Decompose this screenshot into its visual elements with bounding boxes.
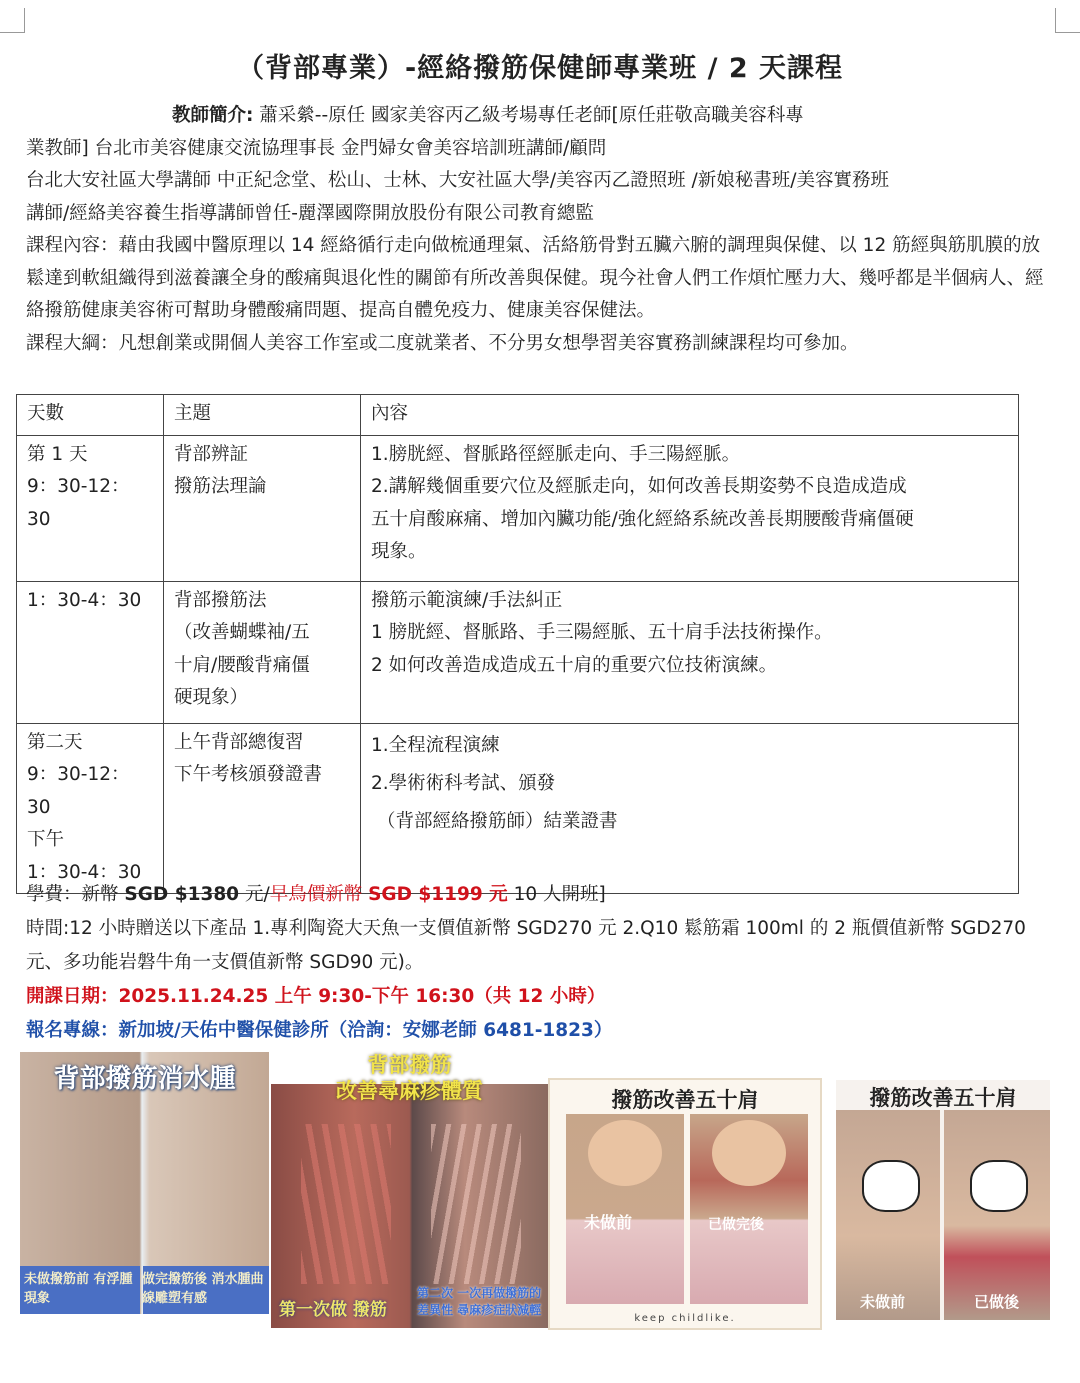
page-title: （背部專業）-經絡撥筋保健師專業班 / 2 天課程 [236, 53, 844, 84]
fee-price: SGD $1380 [124, 884, 240, 905]
fee-line: 學費：新幣 SGD $1380 元/早鳥價新幣 SGD $1199 元 10 人開班] [26, 884, 606, 905]
photo-title: 背部撥筋 改善尋麻疹體質 [336, 1053, 483, 1103]
bear-face-icon [712, 1120, 786, 1186]
cell-topic: 上午背部總復習 下午考核頒發證書 [164, 723, 361, 894]
bear-face-icon [588, 1120, 662, 1186]
photo-left-panel [566, 1114, 684, 1304]
cell-day: 第 1 天 9：30-12：30 [17, 435, 164, 581]
table-row [17, 581, 1019, 723]
early-bird-price: SGD $1199 元 [368, 884, 508, 905]
header-day: 天數 [17, 395, 164, 436]
photo-strip [20, 1052, 1060, 1332]
course-schedule-table [16, 394, 1019, 894]
cell-topic: 背部辨証 撥筋法理論 [164, 435, 361, 581]
photo-frozen-shoulder-1 [548, 1078, 822, 1330]
cell-content: 1.全程流程演練 2.學術術科考試、頒發 （背部經絡撥筋師）結業證書 [361, 723, 1019, 894]
teacher-line-3: 台北大安社區大學講師 中正紀念堂、松山、士林、大安社區大學/美容丙乙證照班 /新娘秘書班/美容實務班 [26, 170, 889, 191]
photo-left-panel [836, 1110, 940, 1320]
table-header-row [17, 395, 1019, 436]
photo-caption-before: 未做前 [584, 1213, 633, 1232]
corner-mark-top-left [0, 8, 25, 33]
teacher-line-2: 業教師] 台北市美容健康交流協理事長 金門婦女會美容培訓班講師/顧問 [26, 137, 607, 159]
cell-topic: 背部撥筋法 （改善蝴蝶袖/五 十肩/腰酸背痛僵 硬現象） [164, 581, 361, 723]
photo-title: 撥筋改善五十肩 [869, 1086, 1017, 1110]
intro-section [26, 100, 1056, 360]
cat-face-icon [862, 1160, 920, 1212]
photo-back-swelling [20, 1052, 269, 1314]
teacher-label: 教師簡介: [172, 105, 254, 126]
cat-face-icon [970, 1160, 1028, 1212]
photo-caption-after: 已做後 [974, 1293, 1020, 1311]
fees-section [26, 878, 1066, 1048]
course-date: 開課日期：2025.11.24.25 上午 9:30-下午 16:30（共 12 小時） [26, 986, 606, 1007]
cell-day: 第二天 9：30-12：30 下午 1：30-4：30 [17, 723, 164, 894]
photo-caption-second: 第二次 一次再做撥筋的差異性 尋麻疹症狀減輕 [417, 1286, 542, 1317]
photo-footer: keep childlike. [634, 1313, 736, 1324]
photo-frozen-shoulder-2 [836, 1080, 1050, 1320]
course-outline: 課程大綱：凡想創業或開個人美容工作室或二度就業者、不分男女想學習美容實務訓練課程均可參加。 [26, 332, 859, 354]
early-bird-label: 早鳥價新幣 [269, 884, 369, 905]
photo-caption-after: 做完撥筋後 消水腫曲線雕塑有感 [142, 1272, 264, 1306]
teacher-line-4: 講師/經絡美容養生指導講師曾任-麗澤國際開放股份有限公司教育總監 [26, 202, 594, 224]
gift-line: 時間:12 小時贈送以下產品 1.專利陶瓷大天魚一支價值新幣 SGD270 元 2.Q10 鬆筋霜 100ml 的 2 瓶價值新幣 SGD270 元、多功能岩磐牛角一支價值新幣 SGD90 元)。 [26, 918, 1026, 973]
table-row [17, 435, 1019, 581]
course-content: 課程內容：藉由我國中醫原理以 14 經絡循行走向做梳通理氣、活絡筋骨對五臟六腑的調理與保健、以 12 筋經與筋肌膜的放鬆達到軟組織得到滋養讓全身的酸痛與退化性的關節有所改善與保健。現今社會人們工作煩忙壓力大、幾呼都是半個病人、經絡撥筋健康美容術可幫助身體酸痛問題、提高自體免疫力、健康美容保健法。 [26, 235, 1044, 321]
photo-caption-before: 未做撥筋前 有浮腫現象 [24, 1272, 133, 1306]
cell-content: 撥筋示範演練/手法糾正 1 膀胱經、督脈路、手三陽經脈、五十肩手法技術操作。 2 如何改善造成造成五十肩的重要穴位技術演練。 [361, 581, 1019, 723]
table-row [17, 723, 1019, 894]
stripe-marks [301, 1124, 391, 1284]
header-topic: 主題 [164, 395, 361, 436]
photo-right-panel [690, 1114, 808, 1304]
teacher-line-1: 教師簡介: 蕭采縈--原任 國家美容丙乙級考場專任老師[原任莊敬高職美容科專 [172, 105, 804, 126]
photo-caption-first: 第一次做 撥筋 [279, 1300, 387, 1320]
contact-line: 報名專線：新加坡/天佑中醫保健診所（洽詢：安娜老師 6481-1823） [26, 1020, 613, 1041]
cell-day: 1：30-4：30 [17, 581, 164, 723]
photo-right-panel [944, 1110, 1050, 1320]
photo-back-hives [271, 1084, 548, 1328]
photo-caption-after: 已做完後 [708, 1217, 764, 1233]
photo-title: 背部撥筋消水腫 [53, 1064, 236, 1094]
photo-title: 撥筋改善五十肩 [611, 1088, 759, 1112]
corner-mark-top-right [1055, 8, 1080, 33]
photo-caption-before: 未做前 [860, 1293, 906, 1311]
cell-content: 1.膀胱經、督脈路徑經脈走向、手三陽經脈。 2.講解幾個重要穴位及經脈走向，如何改善長期姿勢不良造成造成 五十肩酸麻痛、增加內臟功能/強化經絡系統改善長期腰酸背痛僵硬 現象。 [361, 435, 1019, 581]
stripe-marks-2 [431, 1124, 521, 1284]
header-content: 內容 [361, 395, 1019, 436]
